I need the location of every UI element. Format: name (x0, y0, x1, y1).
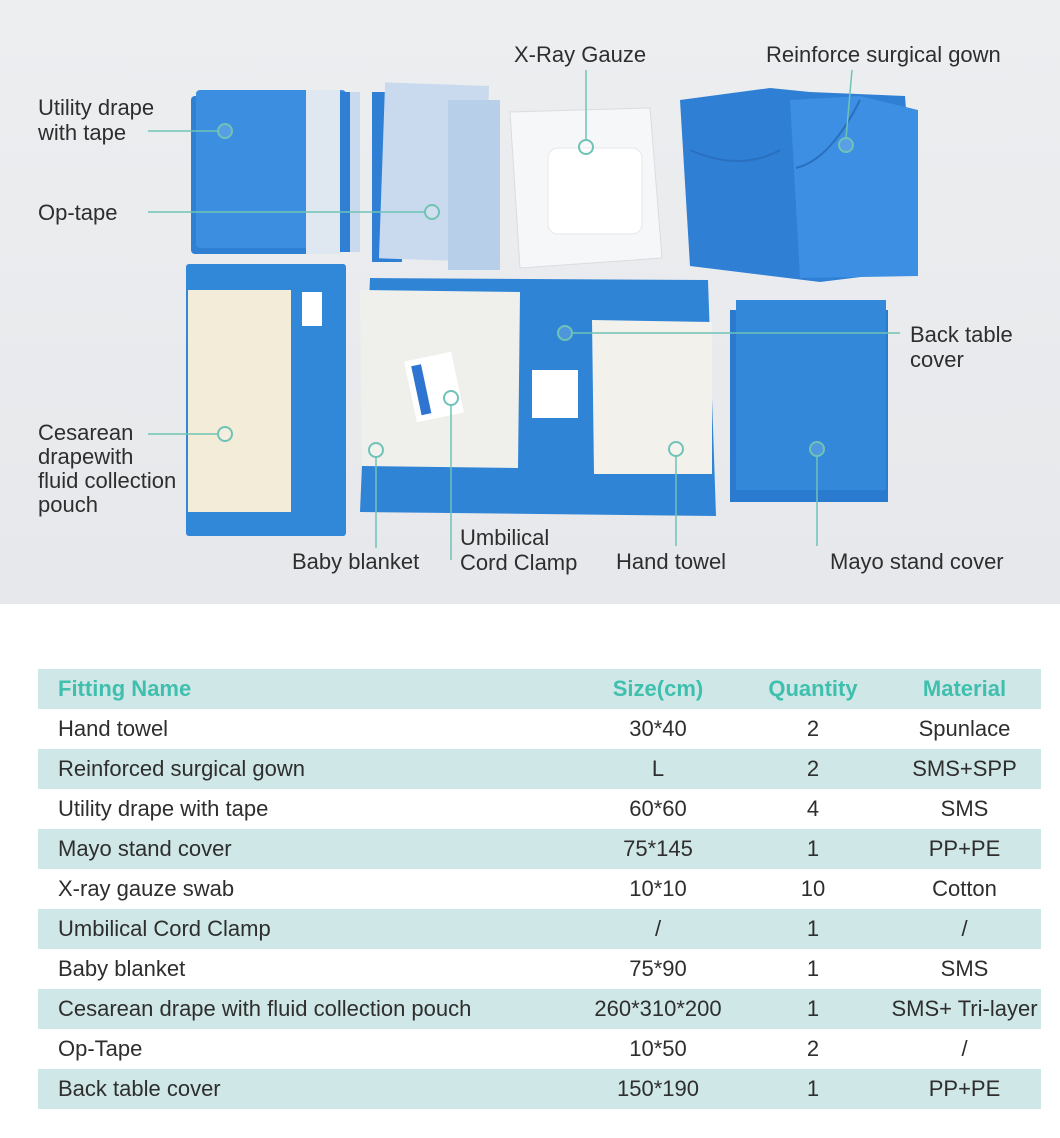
table-row (38, 1069, 1041, 1109)
cell-name: Mayo stand cover (38, 829, 578, 869)
cell-size: 30*40 (629, 716, 687, 741)
fitting-table (38, 669, 1038, 1109)
table-row (38, 869, 1041, 909)
cell-material: Spunlace (918, 716, 1011, 741)
reinforce-gown-label: Reinforce surgical gown (766, 42, 1001, 67)
hand-towel-label: Hand towel (616, 549, 727, 574)
table-row (38, 829, 1041, 869)
cell-material: SMS (940, 796, 989, 821)
mayo-stand-cover-image (730, 300, 888, 502)
xray-gauze-label: X-Ray Gauze (514, 42, 647, 67)
cell-size: 75*90 (629, 956, 687, 981)
cesarean-drape-image (186, 264, 346, 536)
umbilical-clamp-label: Umbilical Cord Clamp (460, 525, 578, 575)
cell-name: Op-Tape (58, 1036, 143, 1061)
header-fitting-name: Fitting Name (38, 669, 578, 709)
cell-quantity: 2 (738, 749, 888, 789)
table-row (38, 1029, 1041, 1069)
back-table-cover-label: Back table cover (910, 322, 1013, 372)
cell-material: SMS+ Tri-layer (888, 989, 1041, 1029)
cell-name: Hand towel (58, 716, 169, 741)
cell-quantity: 4 (806, 796, 820, 821)
table-row (38, 949, 1041, 989)
cell-material: SMS (940, 956, 989, 981)
cell-material: / (888, 909, 1041, 949)
table-row (38, 749, 1041, 789)
cell-name: Umbilical Cord Clamp (38, 909, 578, 949)
cell-name: Baby blanket (58, 956, 186, 981)
cell-quantity: 2 (806, 716, 820, 741)
mayo-stand-cover-label: Mayo stand cover (830, 549, 1004, 574)
cell-material: PP+PE (888, 1069, 1041, 1109)
op-tape-label: Op-tape (38, 200, 118, 225)
cell-name: Reinforced surgical gown (38, 749, 578, 789)
cell-name: Cesarean drape with fluid collection pouch (38, 989, 578, 1029)
cell-quantity: 1 (806, 956, 820, 981)
cell-size: 150*190 (578, 1069, 738, 1109)
cell-size: 10*50 (629, 1036, 687, 1061)
cesarean-drape-label: Cesarean drapewith fluid collection pouch (38, 420, 177, 517)
utility-drape-image (191, 90, 360, 254)
cell-quantity: 1 (738, 829, 888, 869)
cell-quantity: 10 (800, 876, 826, 901)
cell-quantity: 1 (738, 909, 888, 949)
reinforced-gown-image (680, 88, 918, 282)
cell-material: PP+PE (888, 829, 1041, 869)
table-header-row (38, 669, 1041, 709)
header-size: Size(cm) (578, 669, 738, 709)
back-table-cover-image (360, 278, 716, 516)
table-row (38, 709, 1041, 749)
cell-size: 60*60 (629, 796, 687, 821)
cell-size: 10*10 (629, 876, 687, 901)
cell-material: / (961, 1036, 968, 1061)
table-row (38, 909, 1041, 949)
cell-material: SMS+SPP (888, 749, 1041, 789)
cell-quantity: 2 (806, 1036, 820, 1061)
cell-name: Back table cover (38, 1069, 578, 1109)
cell-size: / (578, 909, 738, 949)
baby-blanket-label: Baby blanket (292, 549, 420, 574)
table-row (38, 989, 1041, 1029)
op-tape-image (372, 82, 500, 270)
header-quantity: Quantity (738, 669, 888, 709)
table-row (38, 789, 1041, 829)
cell-material: Cotton (932, 876, 997, 901)
cell-size: 260*310*200 (578, 989, 738, 1029)
cell-size: L (578, 749, 738, 789)
header-material: Material (888, 669, 1041, 709)
cell-quantity: 1 (738, 989, 888, 1029)
utility-drape-label: Utility drape with tape (38, 95, 155, 145)
cell-quantity: 1 (738, 1069, 888, 1109)
cell-name: X-ray gauze swab (58, 876, 235, 901)
cell-size: 75*145 (578, 829, 738, 869)
cell-name: Utility drape with tape (58, 796, 269, 821)
